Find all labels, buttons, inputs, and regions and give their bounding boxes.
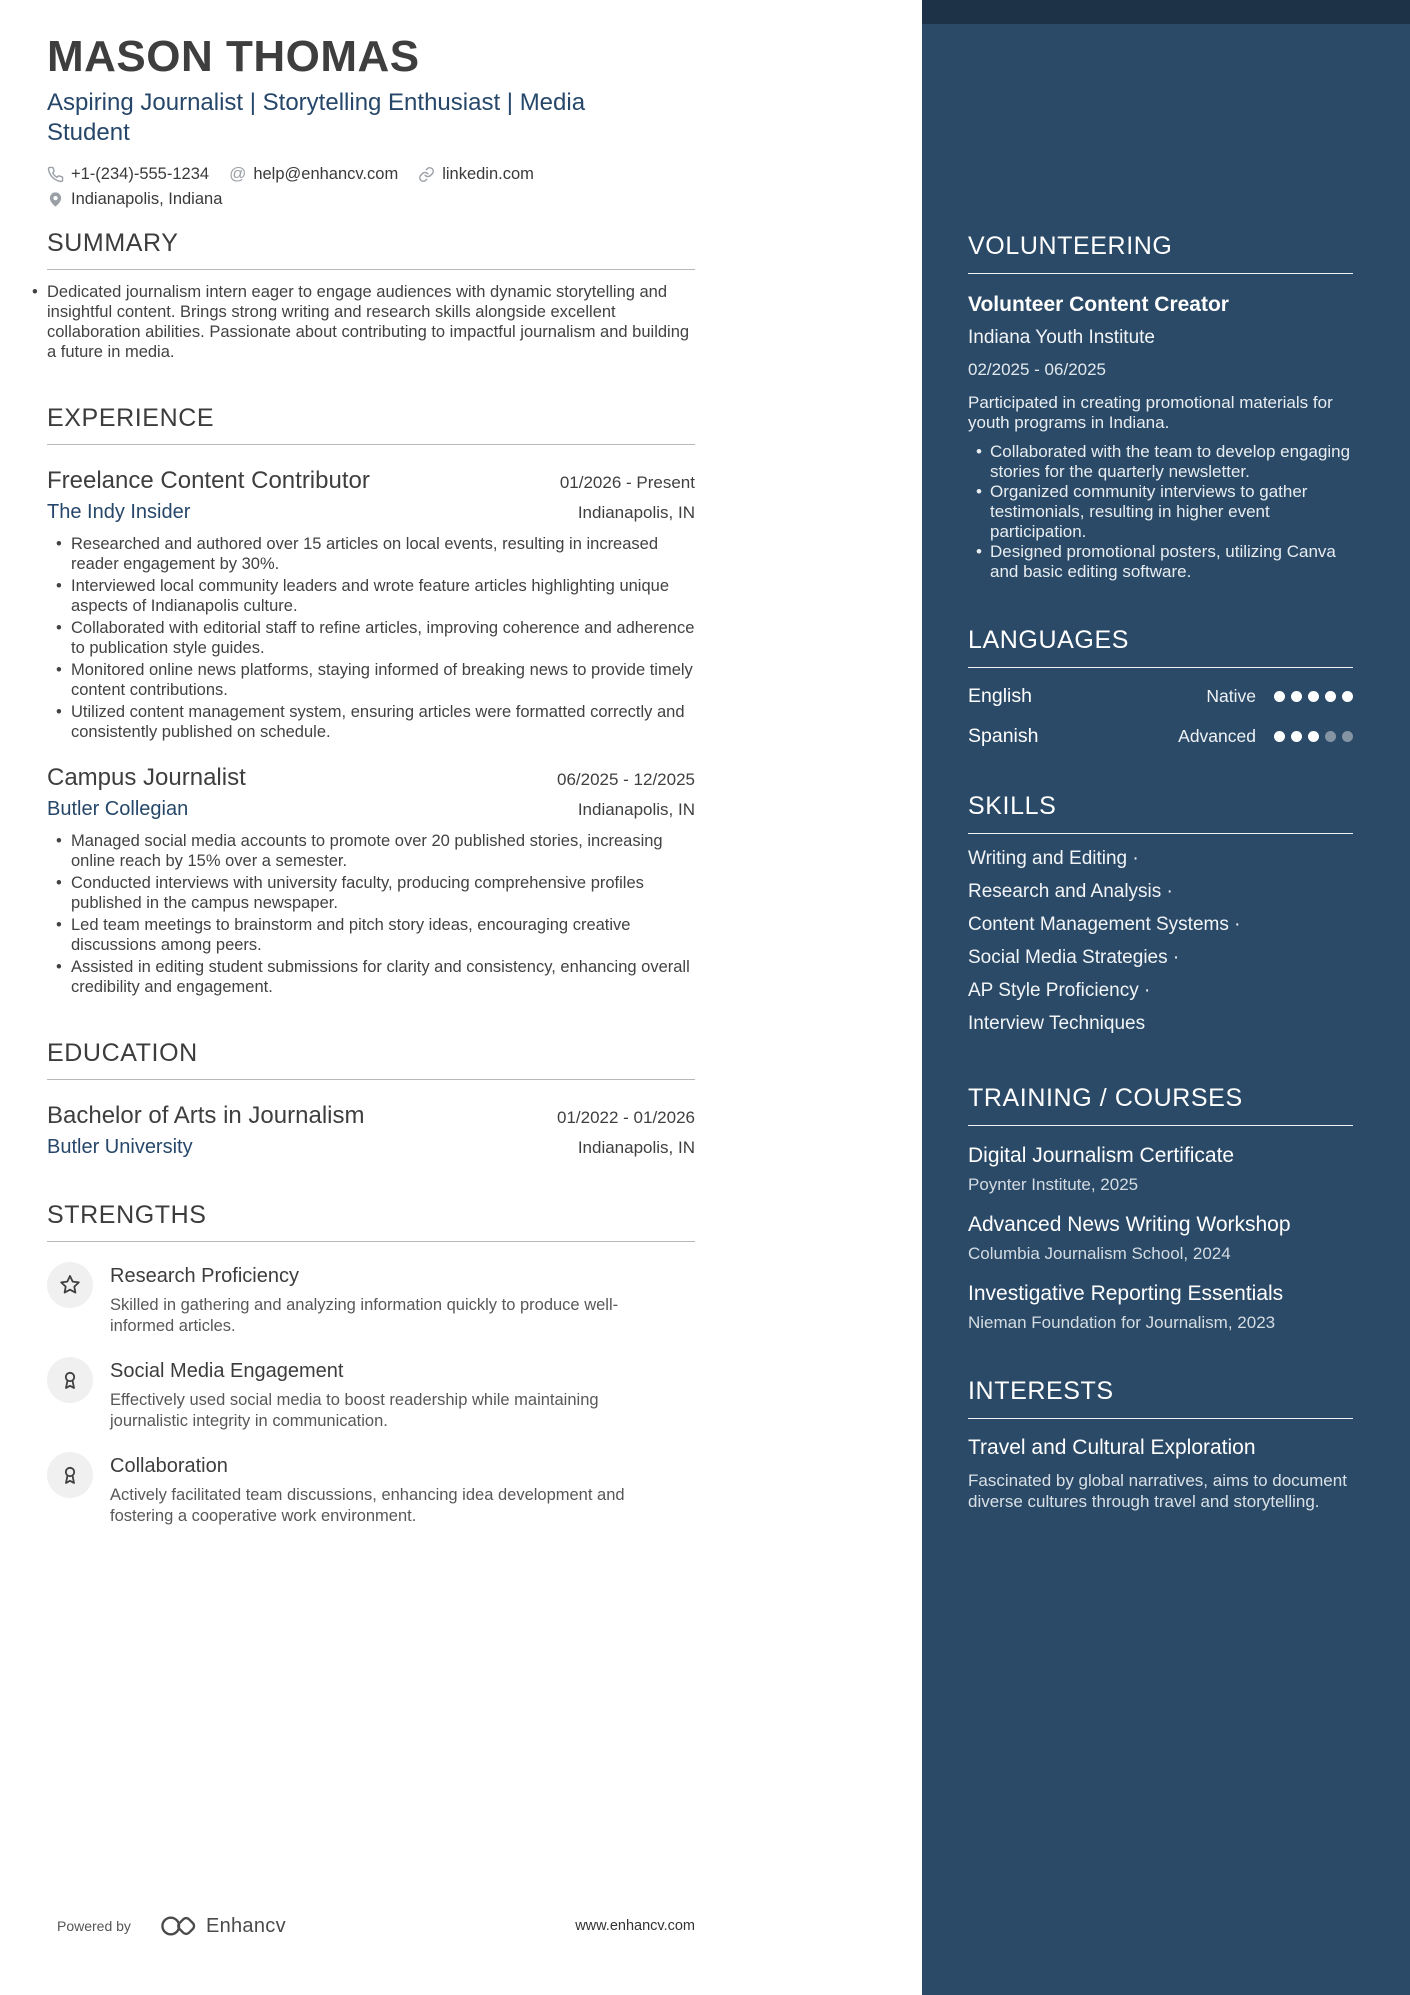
skill-item: Social Media Strategies · (968, 947, 1180, 969)
medal-icon (47, 1452, 93, 1498)
course-item (968, 1143, 1353, 1195)
job-bullet: • Managed social media accounts to promote over 20 published stories, increasing online reach by 15% over a semester. (71, 831, 695, 871)
skill-item: Content Management Systems · (968, 914, 1241, 936)
section-volunteering (968, 232, 1353, 582)
phone-icon (47, 166, 64, 183)
strength-description: Effectively used social media to boost readership while maintaining journalistic integrity in communication. (110, 1391, 599, 1431)
course-item (968, 1281, 1353, 1333)
section-summary (47, 229, 695, 362)
contact-row (47, 164, 695, 209)
degree-title: Bachelor of Arts in Journalism (47, 1102, 365, 1130)
skills-heading: SKILLS (968, 792, 1353, 834)
powered-by-label: Powered by (57, 1918, 131, 1934)
course-provider: Poynter Institute, 2025 (968, 1175, 1139, 1195)
language-proficiency-dots (1274, 691, 1353, 702)
headline: Aspiring Journalist | Storytelling Enthusiast | Media Student (47, 89, 586, 147)
job-bullet: • Interviewed local community leaders and wrote feature articles highlighting unique aspects of Indianapolis culture. (71, 576, 695, 616)
contact-location (47, 190, 222, 209)
contact-phone[interactable] (47, 164, 209, 184)
education-entry (47, 1102, 695, 1159)
interest-title: Travel and Cultural Exploration (968, 1436, 1256, 1460)
job-title: Campus Journalist (47, 764, 246, 792)
education-heading: EDUCATION (47, 1039, 695, 1080)
section-experience (47, 404, 695, 997)
job-location: Indianapolis, IN (577, 800, 695, 820)
skills-list (968, 842, 1353, 1040)
course-item (968, 1212, 1353, 1264)
skill-item: Interview Techniques (968, 1013, 1146, 1035)
job-bullet: • Researched and authored over 15 articles on local events, resulting in increased reader engagement by 30%. (71, 534, 695, 574)
section-education (47, 1039, 695, 1159)
location-pin-icon (47, 191, 64, 208)
interest-description: Fascinated by global narratives, aims to document diverse cultures through travel and storytelling. (968, 1471, 1347, 1512)
skill-item: AP Style Proficiency · (968, 980, 1151, 1002)
school-name: Butler University (47, 1136, 193, 1159)
strength-item (47, 1262, 695, 1337)
job-company: Butler Collegian (47, 798, 189, 821)
summary-text: • Dedicated journalism intern eager to engage audiences with dynamic storytelling and insightful content. Brings strong writing and research skills alongside excellent collaboration abilities. Passionate about contributing to impactful journalism and building a future in media. (47, 282, 695, 362)
contact-email-text: help@enhancv.com (253, 164, 399, 183)
page-title-name: MASON THOMAS (47, 32, 420, 81)
star-icon (47, 1262, 93, 1308)
section-training-courses (968, 1084, 1353, 1333)
languages-heading: LANGUAGES (968, 626, 1353, 668)
job-bullet: • Conducted interviews with university faculty, producing comprehensive profiles published in the campus newspaper. (71, 873, 695, 913)
job-bullet: • Collaborated with editorial staff to refine articles, improving coherence and adherence to publication style guides. (71, 618, 695, 658)
sidebar-top-band (922, 0, 1410, 24)
job-bullet: • Assisted in editing student submissions for clarity and consistency, enhancing overall credibility and engagement. (71, 957, 695, 997)
course-title: Digital Journalism Certificate (968, 1144, 1235, 1168)
job-title: Freelance Content Contributor (47, 467, 370, 495)
training-heading: TRAINING / COURSES (968, 1084, 1353, 1126)
job-bullet: • Monitored online news platforms, staying informed of breaking news to provide timely content contributions. (71, 660, 695, 700)
at-sign-icon: @ (229, 164, 247, 184)
language-row (968, 725, 1353, 748)
volunteering-summary: Participated in creating promotional materials for youth programs in Indiana. (968, 393, 1333, 433)
experience-heading: EXPERIENCE (47, 404, 695, 445)
volunteering-heading: VOLUNTEERING (968, 232, 1353, 274)
strength-title: Social Media Engagement (110, 1360, 344, 1383)
job-company: The Indy Insider (47, 501, 191, 524)
enhancv-website-link[interactable]: www.enhancv.com (575, 1918, 695, 1934)
volunteering-bullet-list (968, 442, 1353, 582)
strength-description: Skilled in gathering and analyzing information quickly to produce well-informed articles. (110, 1296, 619, 1336)
strength-item (47, 1452, 695, 1527)
job-location: Indianapolis, IN (577, 503, 695, 523)
strength-title: Research Proficiency (110, 1265, 299, 1288)
language-name: Spanish (968, 725, 1039, 748)
language-row (968, 685, 1353, 708)
enhancv-wordmark: Enhancv (205, 1914, 286, 1937)
contact-phone-text: +1-(234)-555-1234 (71, 164, 210, 183)
course-provider: Nieman Foundation for Journalism, 2023 (968, 1313, 1276, 1333)
contact-email[interactable] (229, 164, 398, 184)
interests-heading: INTERESTS (968, 1377, 1353, 1419)
education-dates: 01/2022 - 01/2026 (556, 1108, 695, 1128)
language-proficiency-dots (1274, 731, 1353, 742)
contact-location-text: Indianapolis, Indiana (71, 190, 223, 209)
sidebar (922, 24, 1410, 1995)
job-bullet: • Led team meetings to brainstorm and pitch story ideas, encouraging creative discussions among peers. (71, 915, 695, 955)
job-bullet: • Utilized content management system, ensuring articles were formatted correctly and consistently published on schedule. (71, 702, 695, 742)
medal-icon (47, 1357, 93, 1403)
section-languages (968, 626, 1353, 748)
volunteering-bullet: • Designed promotional posters, utilizing Canva and basic editing software. (990, 542, 1353, 582)
summary-heading: SUMMARY (47, 229, 695, 270)
education-location: Indianapolis, IN (577, 1138, 695, 1158)
volunteering-organization: Indiana Youth Institute (968, 327, 1155, 349)
section-skills (968, 792, 1353, 1040)
section-interests (968, 1377, 1353, 1512)
course-title: Advanced News Writing Workshop (968, 1213, 1291, 1237)
strengths-heading: STRENGTHS (47, 1201, 695, 1242)
strength-description: Actively facilitated team discussions, enhancing idea development and fostering a cooperative work environment. (110, 1486, 625, 1526)
volunteering-dates: 02/2025 - 06/2025 (968, 360, 1107, 380)
volunteering-bullet: • Collaborated with the team to develop engaging stories for the quarterly newsletter. (990, 442, 1353, 482)
language-name: English (968, 685, 1032, 708)
enhancv-logo-icon (159, 1912, 197, 1940)
language-level: Advanced (1178, 726, 1256, 747)
strength-item (47, 1357, 695, 1432)
contact-linkedin[interactable] (418, 164, 534, 184)
skill-item: Writing and Editing · (968, 848, 1139, 870)
job-bullet-list (47, 534, 695, 742)
experience-entry (47, 467, 695, 742)
job-dates: 06/2025 - 12/2025 (556, 770, 695, 790)
skill-item: Research and Analysis · (968, 881, 1173, 903)
language-level: Native (1206, 686, 1256, 707)
enhancv-logo[interactable] (159, 1912, 286, 1940)
main-column (47, 34, 695, 1527)
volunteering-role: Volunteer Content Creator (968, 293, 1229, 316)
volunteering-bullet: • Organized community interviews to gather testimonials, resulting in higher event participation. (990, 482, 1353, 542)
link-icon (418, 166, 435, 183)
page-footer (57, 1912, 695, 1940)
job-bullet-list (47, 831, 695, 997)
course-provider: Columbia Journalism School, 2024 (968, 1244, 1231, 1264)
strength-title: Collaboration (110, 1455, 228, 1478)
contact-linkedin-text: linkedin.com (442, 164, 534, 183)
section-strengths (47, 1201, 695, 1527)
course-title: Investigative Reporting Essentials (968, 1282, 1284, 1306)
experience-entry (47, 764, 695, 997)
job-dates: 01/2026 - Present (559, 473, 695, 493)
